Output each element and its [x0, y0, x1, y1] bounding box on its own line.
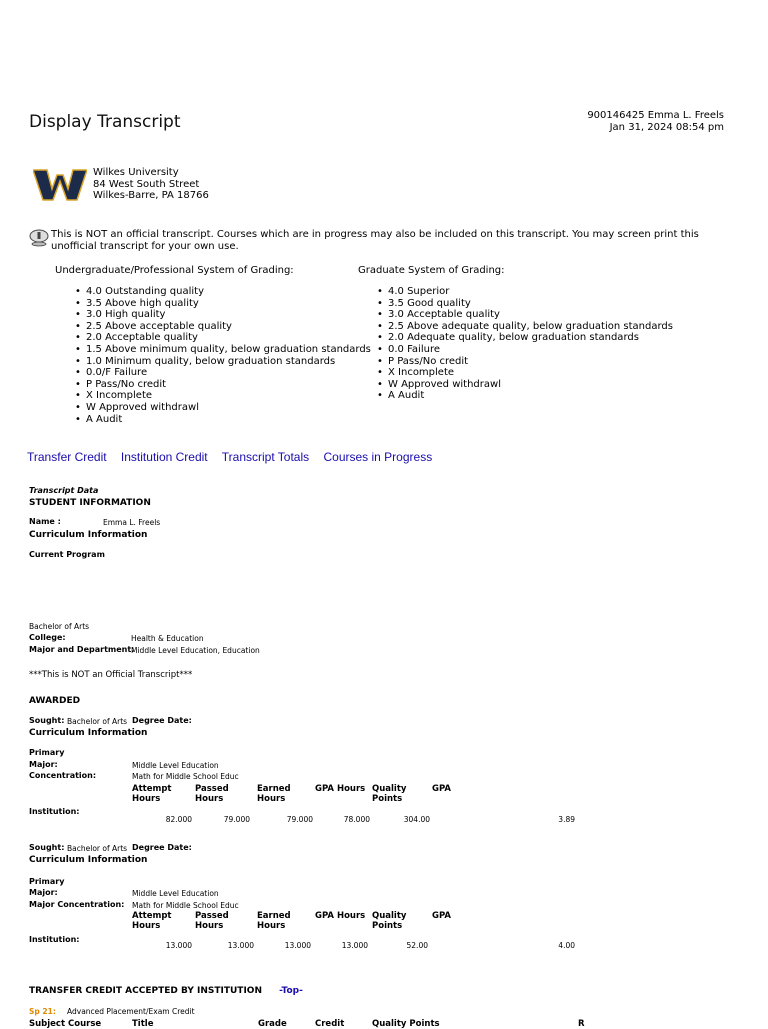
timestamp: Jan 31, 2024 08:54 pm	[609, 122, 724, 133]
college-value: Health & Education	[131, 634, 204, 643]
major-value: Middle Level Education	[132, 761, 219, 770]
gpa-value: 4.00	[558, 941, 575, 950]
degree-date-label: Degree Date:	[132, 716, 192, 725]
primary-label: Primary	[29, 877, 65, 886]
degree-date-label: Degree Date:	[132, 843, 192, 852]
th-quality-points: Quality Points	[372, 1019, 440, 1029]
transfer-credit-heading	[29, 986, 303, 996]
col-gpa-hours: GPA Hours	[315, 784, 366, 794]
grad-grade-item: • P Pass/No credit	[388, 356, 673, 368]
transfer-credit-title: TRANSFER CREDIT ACCEPTED BY INSTITUTION	[29, 986, 262, 996]
major-label: Major:	[29, 888, 58, 897]
col-attempt-hours: Attempt Hours	[132, 784, 172, 804]
col-passed-hours: Passed Hours	[195, 911, 229, 931]
section-links	[27, 450, 443, 464]
grad-grade-item: • 3.5 Good quality	[388, 298, 673, 310]
primary-label: Primary	[29, 748, 65, 757]
th-credit: Credit	[315, 1019, 345, 1029]
col-earned-hours: Earned Hours	[257, 911, 291, 931]
sought-label: Sought:	[29, 843, 65, 852]
user-info	[587, 110, 724, 134]
undergrad-grade-item: • A Audit	[86, 414, 371, 426]
quality-points-value: 304.00	[403, 815, 430, 824]
undergrad-grade-item: • 1.5 Above minimum quality, below graduation standards	[86, 344, 371, 356]
notice-text: This is NOT an official transcript. Courses which are in progress may also be included on this transcript. You may screen print this unofficial transcript for your own use.	[51, 229, 699, 252]
grad-grading-list	[376, 286, 673, 402]
concentration-label: Concentration:	[29, 771, 97, 780]
page-title: Display Transcript	[29, 112, 181, 132]
earned-hours-value: 79.000	[286, 815, 313, 824]
grad-grade-item: • 0.0 Failure	[388, 344, 673, 356]
transcript-data-title: Transcript Data	[29, 486, 99, 495]
th-subject-course: Subject Course	[29, 1019, 102, 1029]
name-value: Emma L. Freels	[103, 518, 161, 527]
undergrad-grade-item: • 0.0/F Failure	[86, 367, 371, 379]
grad-grade-item: • 4.0 Superior	[388, 286, 673, 298]
curriculum-heading: Curriculum Information	[29, 530, 148, 540]
gpa-value: 3.89	[558, 815, 575, 824]
concentration-label: Major Concentration:	[29, 900, 125, 909]
concentration-value: Math for Middle School Educ	[132, 772, 239, 781]
major-dept-value: Middle Level Education, Education	[131, 646, 260, 655]
grad-grading-title: Graduate System of Grading:	[358, 265, 505, 276]
passed-hours-value: 79.000	[223, 815, 250, 824]
current-program-label: Current Program	[29, 550, 105, 559]
institution-credit-link[interactable]: Institution Credit	[120, 450, 208, 464]
col-quality-points: Quality Points	[372, 784, 407, 804]
transcript-notice	[29, 229, 729, 252]
major-label: Major:	[29, 760, 58, 769]
col-gpa-hours: GPA Hours	[315, 911, 366, 921]
transcript-totals-link[interactable]: Transcript Totals	[221, 450, 310, 464]
undergrad-grade-item: • 3.5 Above high quality	[86, 298, 371, 310]
sought-value: Bachelor of Arts	[67, 844, 128, 853]
th-title: Title	[132, 1019, 154, 1029]
quality-points-value: 52.00	[406, 941, 428, 950]
term-label: Sp 21:	[29, 1007, 56, 1016]
college-label: College:	[29, 633, 66, 642]
undergrad-grade-item: • 3.0 High quality	[86, 309, 371, 321]
major-dept-label: Major and Department:	[29, 645, 135, 654]
university-logo-icon	[33, 167, 87, 201]
institution-address	[93, 167, 209, 202]
th-grade: Grade	[258, 1019, 287, 1029]
gpa-hours-value: 78.000	[343, 815, 370, 824]
grad-grade-item: • W Approved withdrawl	[388, 379, 673, 391]
user-id-name: 900146425 Emma L. Freels	[587, 110, 724, 121]
sought-block-1	[29, 716, 729, 831]
awarded-heading: AWARDED	[29, 696, 81, 706]
student-info-heading: STUDENT INFORMATION	[29, 498, 151, 508]
col-earned-hours: Earned Hours	[257, 784, 291, 804]
sought-value: Bachelor of Arts	[67, 717, 128, 726]
undergrad-grade-item: • W Approved withdrawl	[86, 402, 371, 414]
col-passed-hours: Passed Hours	[195, 784, 229, 804]
sought-block-2	[29, 843, 729, 958]
grad-grade-item: • 2.0 Adequate quality, below graduation standards	[388, 332, 673, 344]
top-link[interactable]: -Top-	[279, 986, 303, 996]
not-official-notice: ***This is NOT an Official Transcript***	[29, 670, 193, 680]
earned-hours-value: 13.000	[284, 941, 311, 950]
institution-city: Wilkes-Barre, PA 18766	[93, 190, 209, 201]
undergrad-grading-title: Undergraduate/Professional System of Grading:	[55, 265, 294, 276]
passed-hours-value: 13.000	[227, 941, 254, 950]
major-value: Middle Level Education	[132, 889, 219, 898]
name-label: Name :	[29, 517, 61, 526]
institution-name: Wilkes University	[93, 167, 179, 178]
grad-grade-item: • A Audit	[388, 390, 673, 402]
undergrad-grading-list	[74, 286, 371, 425]
curriculum-heading: Curriculum Information	[29, 728, 148, 738]
institution-label: Institution:	[29, 935, 80, 944]
program-degree: Bachelor of Arts	[29, 622, 90, 631]
col-quality-points: Quality Points	[372, 911, 407, 931]
undergrad-grade-item: • 4.0 Outstanding quality	[86, 286, 371, 298]
institution-label: Institution:	[29, 807, 80, 816]
term-description: Advanced Placement/Exam Credit	[67, 1007, 195, 1016]
undergrad-grade-item: • 1.0 Minimum quality, below graduation standards	[86, 356, 371, 368]
col-attempt-hours: Attempt Hours	[132, 911, 172, 931]
gpa-hours-value: 13.000	[341, 941, 368, 950]
grad-grade-item: • 3.0 Acceptable quality	[388, 309, 673, 321]
attempt-hours-value: 13.000	[165, 941, 192, 950]
institution-street: 84 West South Street	[93, 178, 200, 190]
th-r: R	[578, 1019, 585, 1029]
col-gpa: GPA	[432, 784, 452, 794]
attempt-hours-value: 82.000	[165, 815, 192, 824]
info-icon	[29, 229, 49, 247]
undergrad-grade-item: • P Pass/No credit	[86, 379, 371, 391]
transfer-credit-link[interactable]: Transfer Credit	[27, 450, 107, 464]
courses-in-progress-link[interactable]: Courses in Progress	[323, 450, 433, 464]
undergrad-grade-item: • X Incomplete	[86, 390, 371, 402]
sought-label: Sought:	[29, 716, 65, 725]
grad-grade-item: • 2.5 Above adequate quality, below graduation standards	[388, 321, 673, 333]
col-gpa: GPA	[432, 911, 452, 921]
grad-grade-item: • X Incomplete	[388, 367, 673, 379]
undergrad-grade-item: • 2.0 Acceptable quality	[86, 332, 371, 344]
undergrad-grade-item: • 2.5 Above acceptable quality	[86, 321, 371, 333]
curriculum-heading: Curriculum Information	[29, 855, 148, 865]
concentration-value: Math for Middle School Educ	[132, 901, 239, 910]
